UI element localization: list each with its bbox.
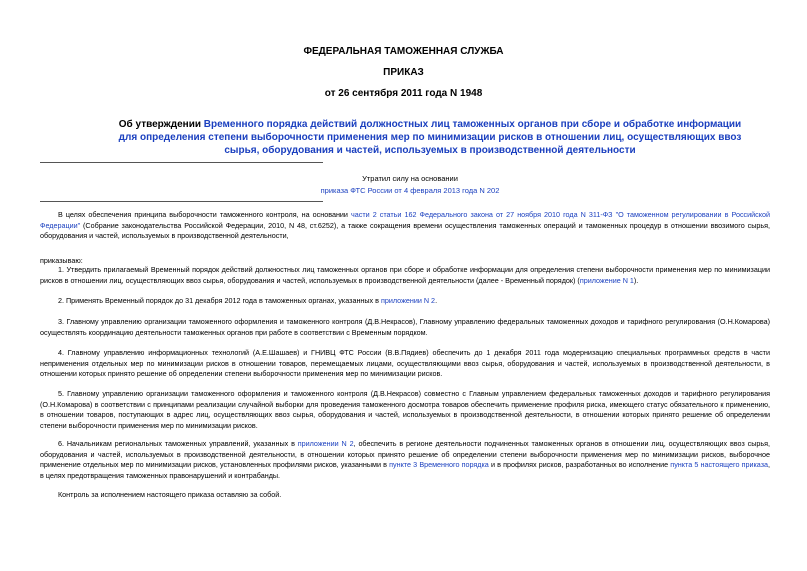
top-divider: [40, 162, 323, 163]
order-point-5-link[interactable]: пункта 5 настоящего приказа: [670, 460, 769, 469]
paragraph-4-text: 4. Главному управлению информационных технологий (А.Е.Шашаев) и ГНИВЦ ФТС России (В.В.Пядиев) обеспечить до 1 декабря 2011 года модернизацию специальных программных средств в части неприменения отдельных мер по минимизации рисков в отношении товаров, перемещаемых лицами, осуществляющими ввоз сырья, оборудования и частей, используемых в производственной деятельности, в отношении которых принято решение об определении степени выборочности применения мер по минимизации рисков.: [40, 348, 770, 378]
paragraph-4: [40, 348, 770, 380]
paragraph-1-text-a: 1. Утвердить прилагаемый Временный порядок действий должностных лиц таможенных органов при сборе и обработке информации для определения степени выборочности применения мер по минимизации рисков в отношении лиц, осуществляющих ввоз сырья, оборудования и частей, используемых в производственной деятельности (далее - Временный порядок) (: [40, 265, 770, 285]
preamble-text-b: (Собрание законодательства Российской Федерации, 2010, N 48, ст.6252), а также сокращения времени осуществления таможенных операций и таможенных процедур в отношении ввозимого сырья, оборудования и частей, используемых в производственной деятельности,: [40, 220, 770, 240]
paragraph-6-text-a: 6. Начальникам региональных таможенных управлений, указанных в: [58, 439, 298, 448]
document-title: [110, 118, 750, 157]
paragraph-1-text-b: ).: [633, 275, 639, 285]
preamble-text-a: В целях обеспечения принципа выборочности таможенного контроля, на основании: [58, 210, 351, 219]
paragraph-6-text-d: , в целях предотвращения таможенных правонарушений и контрабанды.: [40, 460, 771, 480]
paragraph-3: [40, 317, 770, 338]
paragraph-5-text: 5. Главному управлению организации таможенного оформления и таможенного контроля (Д.В.Некрасов) совместно с Главным управлением федеральных таможенных доходов и тарифного регулирования (О.Н.Комарова) в соответствии с принципами реализации случайной выборки для проведения таможенного досмотра товаров обеспечить применение профиля риска, имеющего статус обязательного к применению, в отношении товаров, поступающих в адрес лиц, осуществляющих ввоз сырья, оборудования и частей, используемых в производственной деятельности, в отношении которых принято решение об определении степени выборочности применения мер по минимизации рисков.: [40, 389, 770, 430]
law-link[interactable]: части 2 статьи 162 Федерального закона от 27 ноября 2010 года N 311-ФЗ "О таможенном регулировании в Российской Федерации": [40, 210, 770, 230]
paragraph-3-text: 3. Главному управлению организации таможенного оформления и таможенного контроля (Д.В.Некрасов), Главному управлению федеральных таможенных доходов и тарифного регулирования (О.Н.Комарова) осуществлять координацию деятельности таможенных органов при работе в соответствии с Временным порядком.: [40, 317, 770, 337]
temporary-order-point-3-link[interactable]: пункте 3 Временного порядка: [389, 460, 489, 469]
paragraph-6: [40, 439, 770, 481]
paragraph-6-text-b: , обеспечить в регионе деятельности подчиненных таможенных органов в отношении лиц, осуществляющих ввоз сырья, оборудования и частей, используемых в производственной деятельности, в отношении которых принято решение об определении степени выборочности применения мер по минимизации рисков, выборочное применение отдельных мер по минимизации рисков, установленных профилями рисков, указанными в: [40, 439, 771, 469]
appendix-2-link-2[interactable]: приложении N 2: [297, 439, 354, 448]
status-note-text: Утратил силу на основании: [362, 174, 458, 183]
order-word: приказываю:: [40, 256, 83, 265]
document-date-number: от 26 сентября 2011 года N 1948: [324, 88, 483, 99]
paragraph-7-text: Контроль за исполнением настоящего приказа оставляю за собой.: [58, 490, 282, 499]
status-note-link[interactable]: приказа ФТС России от 4 февраля 2013 года N 202: [320, 186, 500, 195]
document-type: ПРИКАЗ: [383, 67, 424, 78]
paragraph-2-text-a: 2. Применять Временный порядок до 31 декабря 2012 года в таможенных органах, указанных в: [58, 296, 381, 305]
paragraph-2-text-b: .: [435, 296, 438, 305]
paragraph-5: [40, 389, 770, 431]
paragraph-1: [40, 265, 770, 286]
preamble-paragraph: [40, 210, 770, 242]
appendix-1-link[interactable]: приложение N 1: [579, 275, 634, 285]
paragraph-6-text-c: и в профилях рисков, разработанных во исполнение: [488, 460, 671, 469]
title-prefix: Об утверждении: [118, 119, 204, 130]
title-link[interactable]: Временного порядка действий должностных лиц таможенных органов при сборе и обработке информации для определения степени выборочности применения мер по минимизации рисков в отношении лиц, осуществляющих ввоз сырья, оборудования и частей, используемых в производственной деятельности: [118, 119, 742, 156]
paragraph-2: [40, 296, 770, 307]
paragraph-7: [40, 490, 770, 501]
bottom-divider: [40, 201, 323, 202]
agency-name: ФЕДЕРАЛЬНАЯ ТАМОЖЕННАЯ СЛУЖБА: [303, 46, 504, 57]
status-note: [200, 173, 620, 197]
appendix-2-link[interactable]: приложении N 2: [380, 296, 436, 305]
